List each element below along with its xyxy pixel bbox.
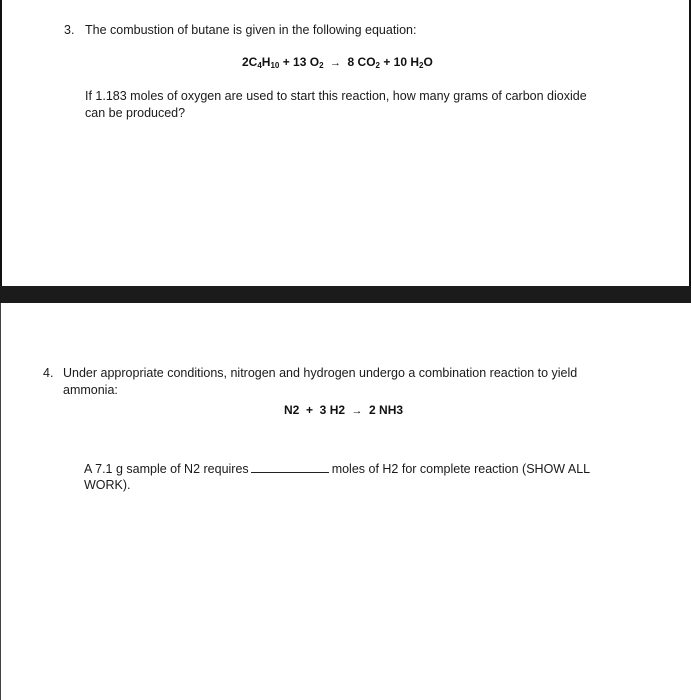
q3-question-line2: can be produced?: [85, 106, 186, 120]
q3-eq-oxygen: + 13 O: [279, 55, 320, 69]
q4-equation: [284, 403, 403, 417]
q3-number: 3.: [64, 23, 75, 37]
q3-eq-sub3: 2: [319, 61, 324, 70]
q4-intro-line1: Under appropriate conditions, nitrogen and hydrogen undergo a combination reaction to yield: [63, 366, 578, 380]
q4-eq-rhs: 2 NH3: [369, 403, 404, 417]
q3-question-line1: If 1.183 moles of oxygen are used to start this reaction, how many grams of carbon dioxide: [85, 89, 587, 103]
reaction-arrow-icon: →: [330, 57, 342, 69]
q3-eq-sub2: 10: [270, 61, 280, 70]
answer-blank[interactable]: [251, 460, 329, 473]
q3-intro: The combustion of butane is given in the following equation:: [85, 23, 417, 37]
q3-eq-co2: 8 CO: [347, 55, 376, 69]
q3-eq-water: + 10 H: [380, 55, 420, 69]
question-3-panel: [0, 0, 691, 286]
q3-equation: [242, 55, 433, 70]
q4-prompt-line2: WORK).: [84, 478, 131, 492]
page-divider-bar: [0, 286, 691, 303]
q4-prompt-after: moles of H2 for complete reaction (SHOW ALL: [331, 462, 591, 476]
q3-eq-h: H: [261, 55, 271, 69]
q3-eq-tail: O: [423, 55, 433, 69]
q3-eq-sub1: 4: [257, 61, 262, 70]
reaction-arrow-icon: →: [351, 405, 363, 417]
q4-prompt: [84, 460, 590, 478]
question-4-panel: [0, 303, 691, 700]
q3-eq-sub4: 2: [375, 61, 380, 70]
q3-eq-sub5: 2: [419, 61, 424, 70]
q3-eq-coef1: 2C: [242, 55, 258, 69]
q4-prompt-before: A 7.1 g sample of N2 requires: [84, 462, 249, 476]
q4-intro-line2: ammonia:: [63, 383, 118, 397]
q4-number: 4.: [43, 366, 54, 380]
q4-eq-lhs: N2 + 3 H2: [284, 403, 346, 417]
